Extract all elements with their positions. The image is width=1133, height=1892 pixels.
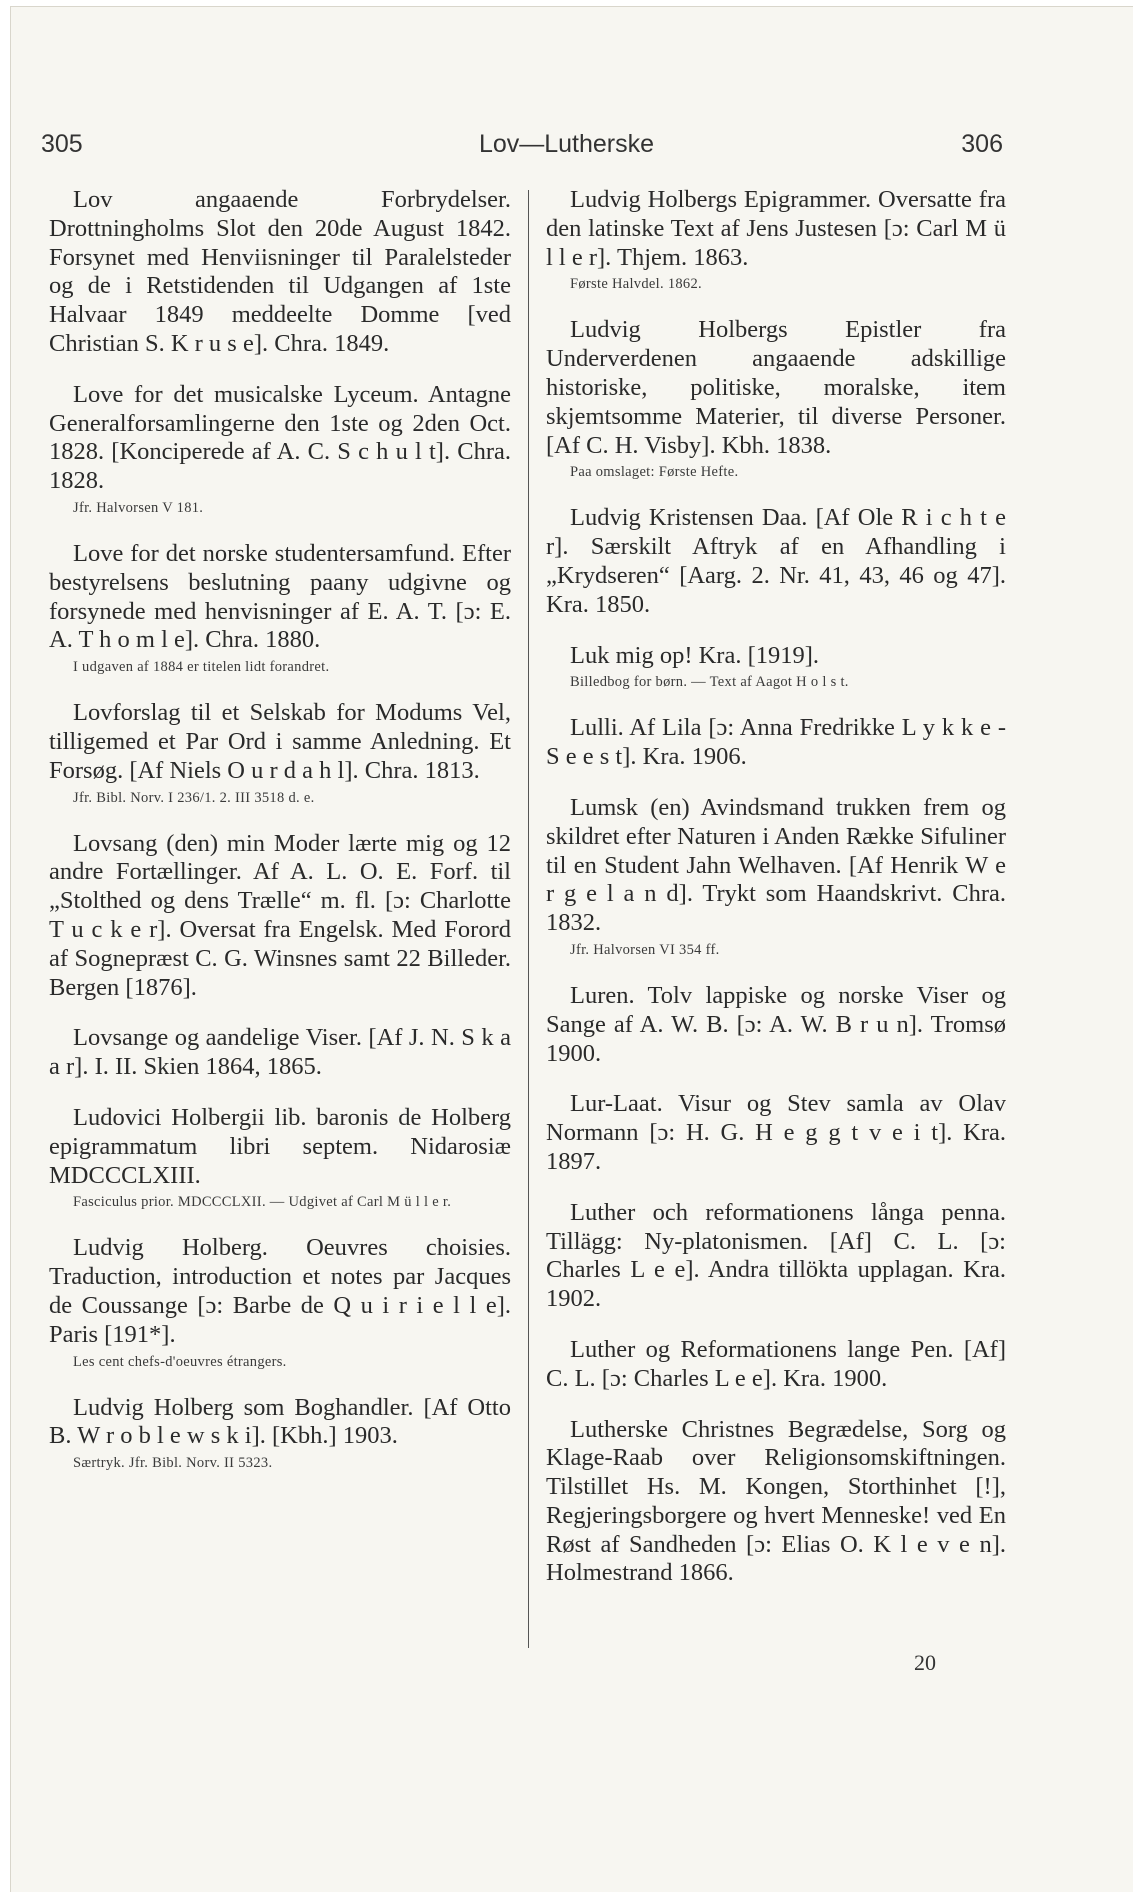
entry-text: Lumsk (en) Avindsmand trukken frem og skildret efter Naturen i Anden Række Sifuliner til en Student Jahn Welhaven. [Af Henrik W e r g e l a n d]. Trykt som Haandskrivt. Chra. 1832. (546, 793, 1006, 937)
catalog-entry (546, 1090, 1006, 1176)
catalog-entry (546, 1336, 1006, 1394)
entry-text: Luther og Reformationens lange Pen. [Af] C. L. [ɔ: Charles L e e]. Kra. 1900. (546, 1335, 1006, 1392)
running-title: Lov—Lutherske (478, 130, 655, 158)
catalog-entry (49, 540, 511, 677)
entry-note: Første Halvdel. 1862. (570, 276, 702, 293)
entry-text: Ludovici Holbergii lib. baronis de Holberg epigrammatum libri septem. Nidarosiæ MDCCCLXIII. (49, 1103, 511, 1189)
catalog-entry (546, 794, 1006, 960)
entry-note: Paa omslaget: Første Hefte. (570, 464, 739, 481)
catalog-entry (546, 186, 1006, 294)
entry-note: Jfr. Bibl. Norv. I 236/1. 2. III 3518 d. e. (73, 789, 315, 806)
catalog-entry (546, 642, 1006, 693)
entry-note: Fasciculus prior. MDCCCLXII. — Udgivet af Carl M ü l l e r. (73, 1194, 452, 1211)
column-divider (528, 190, 529, 1648)
catalog-entry (546, 1416, 1006, 1589)
entry-text: Ludvig Holberg. Oeuvres choisies. Traduction, introduction et notes par Jacques de Coussange [ɔ: Barbe de Q u i r i e l l e]. Paris [191*]. (49, 1234, 511, 1348)
entry-text: Luren. Tolv lappiske og norske Viser og Sange af A. W. B. [ɔ: A. W. B r u n]. Tromsø 1900. (546, 981, 1006, 1067)
entry-note: Særtryk. Jfr. Bibl. Norv. II 5323. (73, 1455, 273, 1472)
entry-text: Lulli. Af Lila [ɔ: Anna Fredrikke L y k k e - S e e s t]. Kra. 1906. (546, 714, 1006, 771)
entry-text: Luther och reformationens långa penna. Tillägg: Ny-platonismen. [Af] C. L. [ɔ: Charles L e e]. Andra tillökta upplagan. Kra. 1902. (546, 1198, 1006, 1313)
entry-text: Love for det norske studentersamfund. Efter bestyrelsens beslutning paany udgivne og forsynede med henvisninger af E. A. T. [ɔ: E. A. T h o m l e]. Chra. 1880. (49, 539, 511, 654)
catalog-entry (49, 186, 511, 359)
entry-note: Billedbog for børn. — Text af Aagot H o l s t. (570, 674, 849, 691)
signature-mark: 20 (914, 1650, 936, 1675)
left-column (49, 186, 511, 1495)
right-page-number: 306 (961, 130, 1003, 158)
catalog-entry (546, 982, 1006, 1068)
catalog-entry (546, 714, 1006, 772)
entry-text: Lutherske Christnes Begrædelse, Sorg og Klage-Raab over Religionsomskiftningen. Tilstillet Hs. M. Kongen, Storthinhet [!], Regjeringsborgere og hvert Menneske! ved En Røst af Sandheden [ɔ: Elias O. K l e v e n]. Holmestrand 1866. (546, 1415, 1006, 1587)
left-page-number: 305 (41, 130, 83, 158)
catalog-entry (49, 699, 511, 807)
entry-note: Les cent chefs-d'oeuvres étrangers. (73, 1353, 287, 1370)
catalog-entry (546, 1199, 1006, 1314)
right-column (546, 186, 1006, 1610)
entry-text: Love for det musicalske Lyceum. Antagne Generalforsamlingerne den 1ste og 2den Oct. 1828. [Konciperede af A. C. S c h u l t]. Chra. 1828. (49, 380, 511, 495)
entry-note: Jfr. Halvorsen VI 354 ff. (570, 941, 720, 958)
catalog-entry (546, 504, 1006, 619)
entry-text: Ludvig Holbergs Epigrammer. Oversatte fra den latinske Text af Jens Justesen [ɔ: Carl M ü l l e r]. Thjem. 1863. (546, 186, 1006, 271)
catalog-entry (49, 1394, 511, 1474)
catalog-entry (49, 1024, 511, 1082)
entry-text: Lovsange og aandelige Viser. [Af J. N. S k a a r]. I. II. Skien 1864, 1865. (49, 1024, 511, 1081)
entry-text: Ludvig Kristensen Daa. [Af Ole R i c h t e r]. Særskilt Aftryk af en Afhandling i „Krydseren“ [Aarg. 2. Nr. 41, 43, 46 og 47]. Kra. 1850. (546, 504, 1006, 618)
entry-text: Lovsang (den) min Moder lærte mig og 12 andre Fortællinger. Af A. L. O. E. Forf. til „Stolthed og dens Trælle“ m. fl. [ɔ: Charlotte T u c k e r]. Oversat fra Engelsk. Med Forord af Sognepræst C. G. Winsnes samt 22 Billeder. Bergen [1876]. (49, 829, 511, 1001)
entry-text: Lov angaaende Forbrydelser. Drottningholms Slot den 20de August 1842. Forsynet med Henviisninger til Paralelsteder og de i Retstidenden til Udgangen af 1ste Halvaar 1849 meddeelte Domme [ved Christian S. K r u s e]. Chra. 1849. (49, 186, 511, 357)
running-head (0, 130, 1133, 170)
entry-text: Ludvig Holbergs Epistler fra Underverdenen angaaende adskillige historiske, politiske, moralske, item skjemtsomme Materier, til diverse Personer. [Af C. H. Visby]. Kbh. 1838. (546, 316, 1006, 459)
catalog-entry (49, 381, 511, 518)
entry-note: I udgaven af 1884 er titelen lidt forandret. (73, 659, 330, 676)
entry-text: Luk mig op! Kra. [1919]. (570, 641, 820, 669)
entry-note: Jfr. Halvorsen V 181. (73, 499, 204, 516)
catalog-entry (49, 1234, 511, 1371)
catalog-entry (49, 1104, 511, 1212)
entry-text: Ludvig Holberg som Boghandler. [Af Otto B. W r o b l e w s k i]. [Kbh.] 1903. (49, 1393, 511, 1450)
entry-text: Lur-Laat. Visur og Stev samla av Olav Normann [ɔ: H. G. H e g g t v e i t]. Kra. 1897. (546, 1090, 1006, 1175)
entry-text: Lovforslag til et Selskab for Modums Vel, tilligemed et Par Ord i samme Anledning. Et Forsøg. [Af Niels O u r d a h l]. Chra. 1813. (49, 699, 511, 784)
catalog-entry (546, 316, 1006, 482)
catalog-entry (49, 830, 511, 1003)
